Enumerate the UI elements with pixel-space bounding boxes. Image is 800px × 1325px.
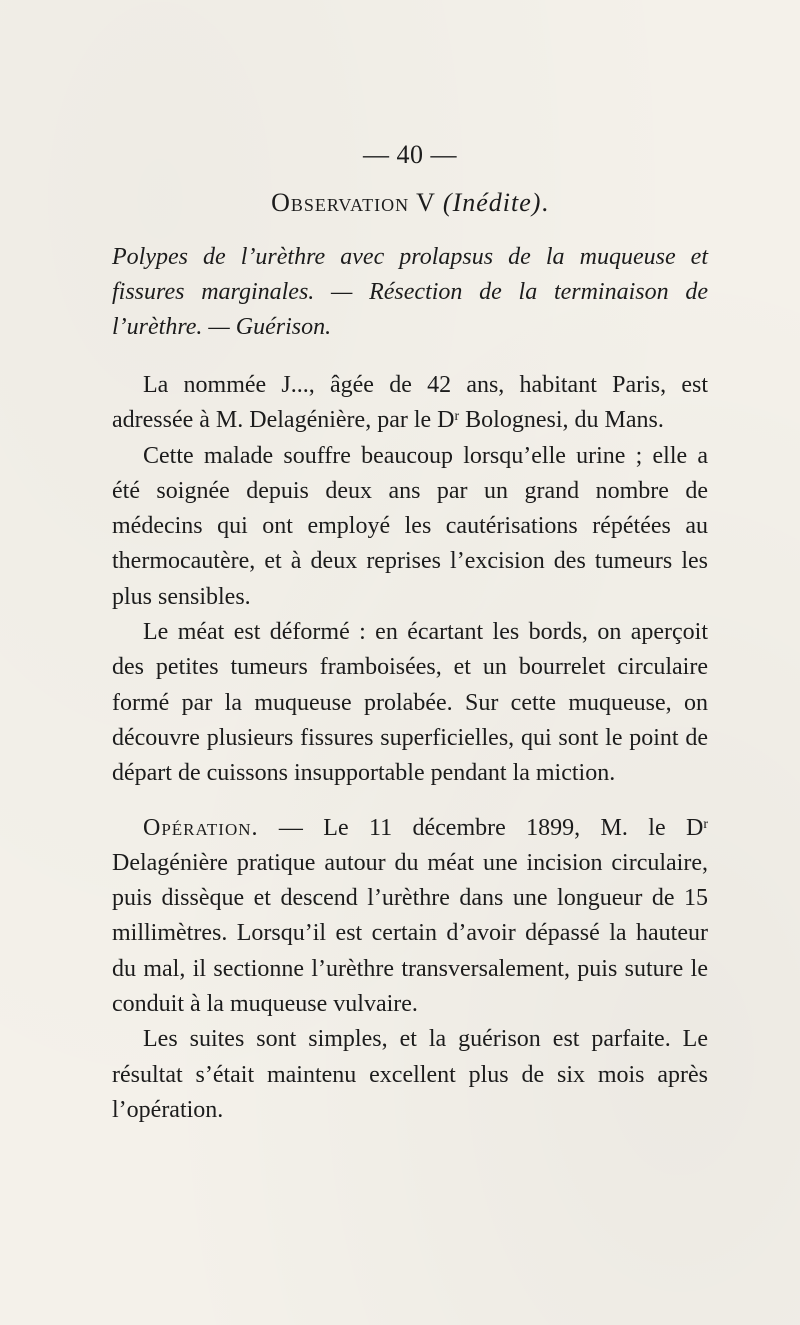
paragraph-patient-text-a: La nommée J..., âgée de 42 ans, habitant Paris, est adressée à M. Delagénière, par le D — [112, 372, 708, 434]
observation-end: . — [541, 188, 549, 217]
paragraph-examination: Le méat est déformé : en écartant les bords, on aperçoit des petites tumeurs framboisées, et un bourrelet circulaire formé par la muqueuse prolabée. Sur cette muqueuse, on découvre plusieurs fissures superficielles, qui sont le point de départ de cuissons insupportable pendant la miction. — [112, 619, 708, 787]
paragraph-outcome: Les suites sont simples, et la guérison est parfaite. Le résultat s’était maintenu excellent plus de six mois après l’opération. — [112, 1026, 708, 1123]
paragraph-operation — [112, 811, 708, 1023]
observation-qualifier: (Inédite) — [442, 188, 542, 217]
superscript-r: r — [454, 409, 460, 425]
observation-heading — [112, 188, 708, 218]
operation-lead: Opération. — [143, 814, 259, 841]
paragraph-operation-text-a: — Le 11 décembre 1899, M. le D — [258, 814, 704, 841]
page-number: — 40 — — [363, 140, 457, 169]
paragraph-patient — [112, 368, 708, 439]
document-page — [112, 140, 708, 1128]
observation-label: Observation V — [271, 188, 436, 217]
superscript-r: r — [703, 816, 708, 832]
paragraph-patient-text-b: Bolognesi, du Mans. — [459, 407, 664, 434]
paragraph-history: Cette malade souffre beaucoup lorsqu’elle urine ; elle a été soignée depuis deux ans par un grand nombre de médecins qui ont employé les cautérisations répétées au thermocautère, et à deux reprises l’excision des tumeurs les plus sensibles. — [112, 442, 708, 610]
observation-subtitle: Polypes de l’urèthre avec prolapsus de la muqueuse et fissures marginales. — Résection de la terminaison de l’urèthre. — Guérison. — [112, 244, 708, 340]
paragraph-operation-text-b: Delagénière pratique autour du méat une incision circulaire, puis dissèque et descend l’urèthre dans une longueur de 15 millimètres. Lorsqu’il est certain d’avoir dépassé la hauteur du mal, il sectionne l’urèthre transversalement, puis suture le conduit à la muqueuse vulvaire. — [112, 849, 708, 1018]
